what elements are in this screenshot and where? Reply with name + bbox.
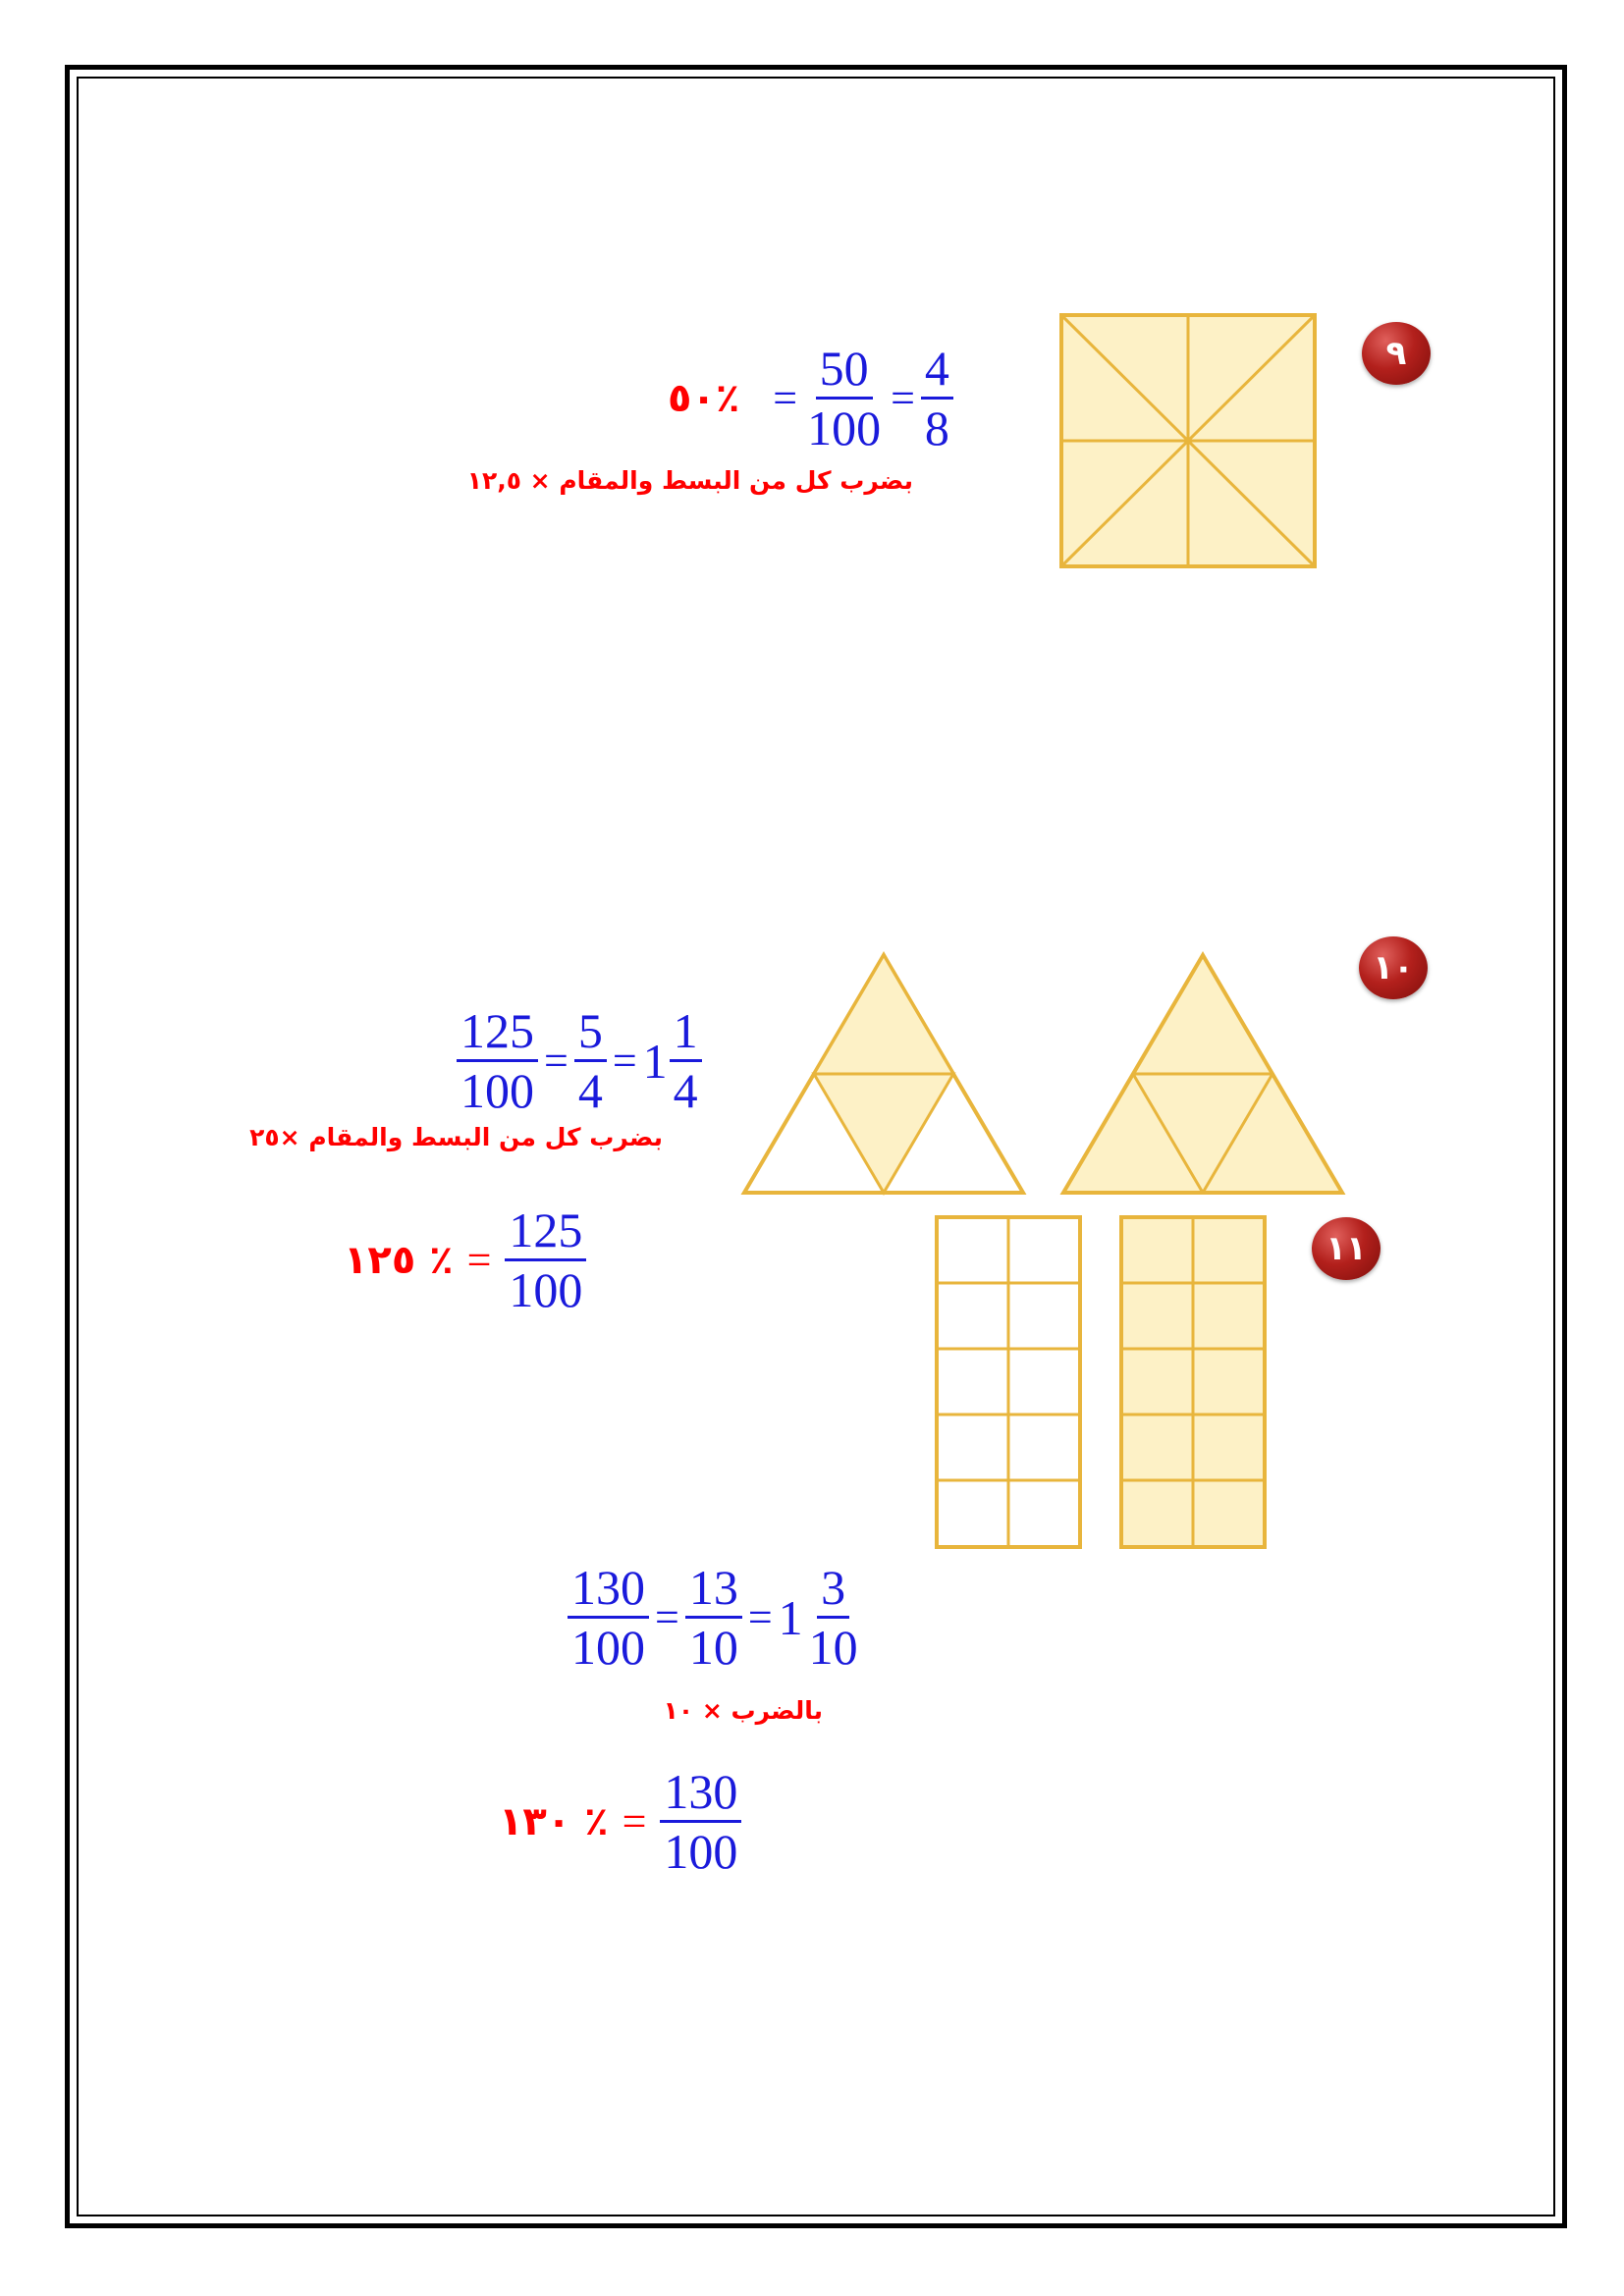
- problem-11-equation: [568, 1560, 862, 1675]
- grid-rectangle-left: [935, 1215, 1082, 1549]
- problem-number-11: ١١: [1326, 1229, 1367, 1268]
- problem-number-9: ٩: [1385, 334, 1407, 373]
- numerator: 130: [568, 1563, 649, 1619]
- fraction-50-100: [803, 341, 885, 455]
- problem-9-note: بضرب كل من البسط والمقام × ١٢,٥: [466, 466, 913, 495]
- numerator: 125: [457, 1006, 538, 1062]
- numerator: 5: [574, 1006, 607, 1062]
- denominator: 100: [571, 1620, 645, 1675]
- equals-sign: =: [747, 1593, 773, 1641]
- triangle-shape-left: [736, 947, 1031, 1198]
- fraction-130-100: [568, 1560, 649, 1675]
- numerator: 130: [660, 1767, 741, 1823]
- equals-sign: =: [466, 1236, 492, 1284]
- problem-number-badge-11: [1312, 1217, 1380, 1280]
- problem-10-percent: ٪ ١٢٥: [344, 1237, 454, 1283]
- problem-9-percent: ٪٥٠: [668, 375, 740, 421]
- equals-sign: =: [891, 374, 915, 422]
- mixed-number-whole: 1: [642, 1033, 668, 1089]
- fraction-4-8: [921, 341, 953, 455]
- equals-sign: =: [544, 1037, 568, 1085]
- denominator: 100: [509, 1262, 583, 1317]
- square-divided-eighths: [1058, 312, 1318, 569]
- problem-11-percent-equation: [499, 1764, 741, 1879]
- denominator: 100: [807, 400, 882, 455]
- mixed-number-fraction: [670, 1003, 702, 1118]
- result-fraction-125-100: [505, 1202, 586, 1317]
- grid-rectangle-right: [1119, 1215, 1267, 1549]
- problem-10-percent-equation: [344, 1202, 586, 1317]
- numerator: 3: [817, 1563, 849, 1619]
- problem-number-10: ١٠: [1373, 948, 1414, 988]
- problem-9-equation: [668, 341, 953, 455]
- result-fraction-130-100: [660, 1764, 741, 1879]
- equals-sign: =: [655, 1593, 679, 1641]
- problem-number-badge-10: [1359, 936, 1428, 999]
- denominator: 10: [688, 1620, 738, 1675]
- numerator: 1: [670, 1006, 702, 1062]
- fraction-13-10: [685, 1560, 742, 1675]
- equals-sign: =: [773, 374, 798, 422]
- numerator: 4: [921, 344, 953, 400]
- equals-sign: =: [622, 1797, 647, 1845]
- numerator: 50: [816, 344, 873, 400]
- denominator: 4: [673, 1063, 698, 1118]
- numerator: 13: [685, 1563, 742, 1619]
- numerator: 125: [505, 1205, 586, 1261]
- fraction-125-100: [457, 1003, 538, 1118]
- mixed-number-fraction: [805, 1560, 862, 1675]
- equals-sign: =: [612, 1037, 637, 1085]
- triangle-shape-right: [1056, 947, 1350, 1198]
- denominator: 4: [577, 1063, 603, 1118]
- denominator: 10: [808, 1620, 858, 1675]
- denominator: 100: [664, 1824, 738, 1879]
- denominator: 100: [460, 1063, 534, 1118]
- problem-11-percent: ٪ ١٣٠: [499, 1798, 609, 1844]
- problem-11-note: بالضرب × ١٠: [663, 1696, 823, 1725]
- fraction-5-4: [574, 1003, 607, 1118]
- problem-10-equation: [457, 1003, 702, 1118]
- problem-10-note: بضرب كل من البسط والمقام ×٢٥: [249, 1123, 663, 1151]
- denominator: 8: [924, 400, 949, 455]
- mixed-number-whole: 1: [778, 1589, 803, 1645]
- problem-number-badge-9: [1362, 322, 1431, 385]
